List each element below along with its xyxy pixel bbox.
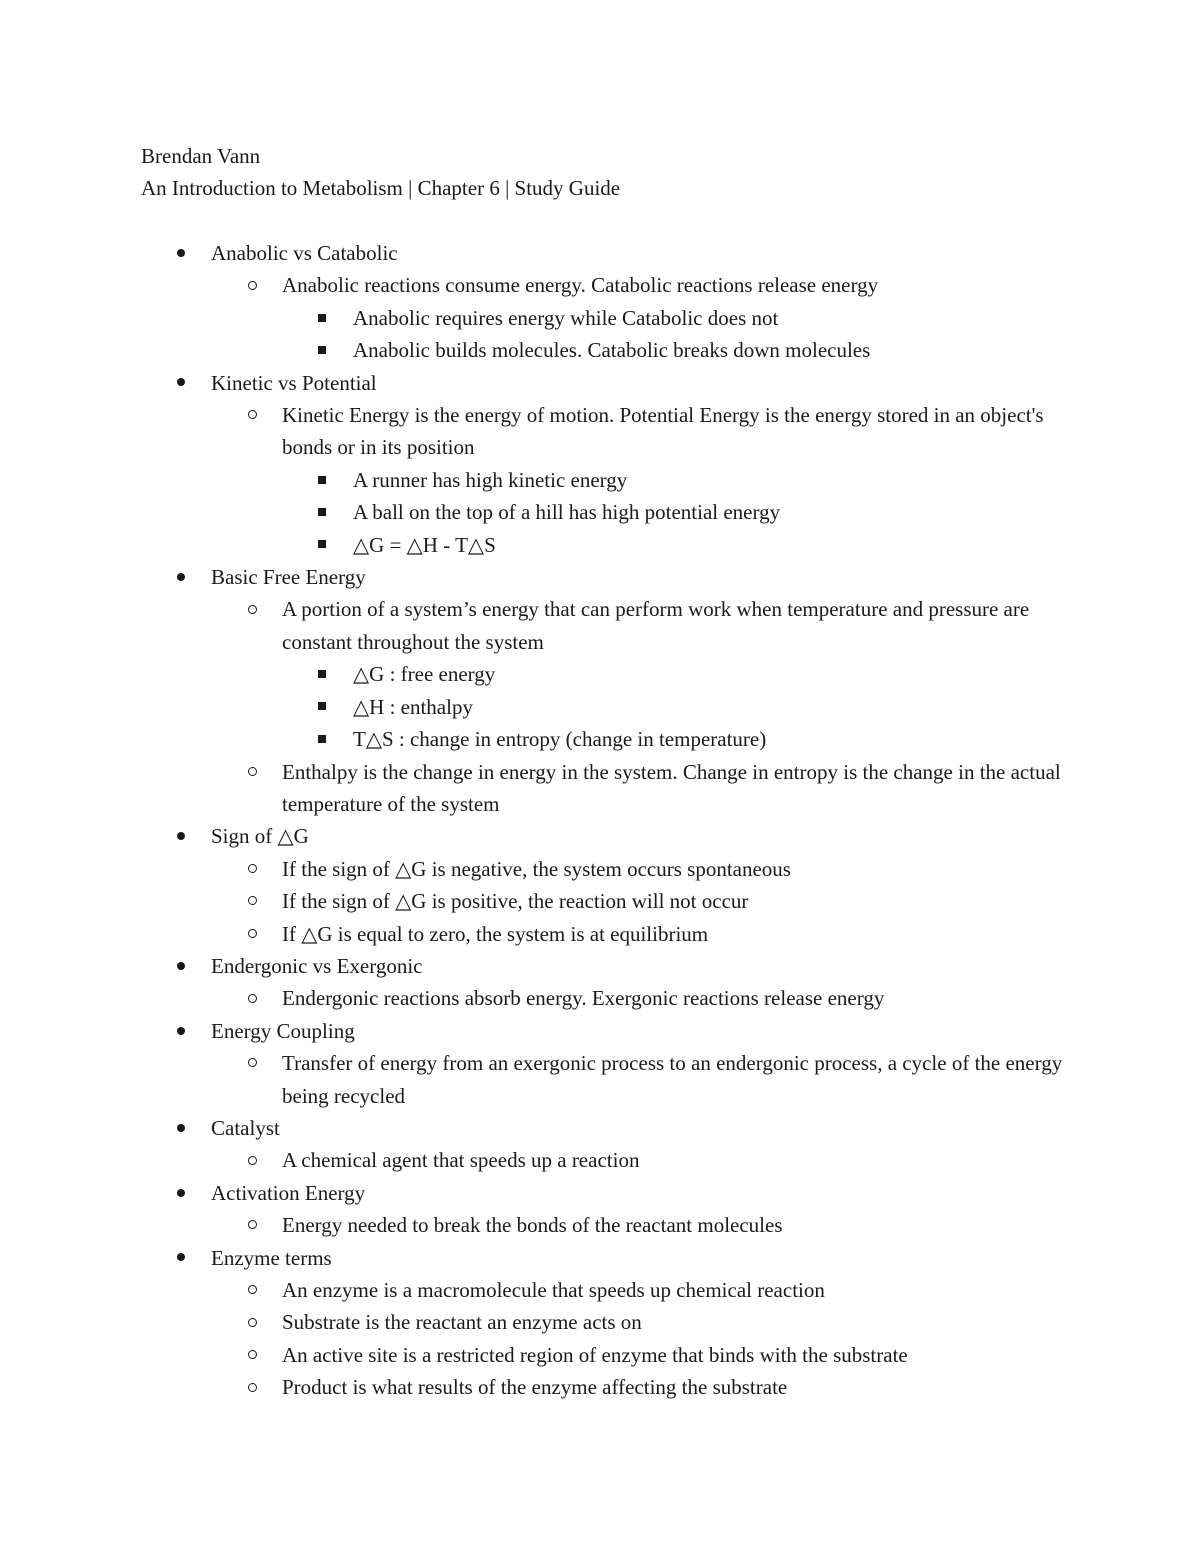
outline-text: An enzyme is a macromolecule that speeds up chemical reaction xyxy=(282,1278,825,1302)
outline-text: A runner has high kinetic energy xyxy=(353,467,628,492)
outline-text: Energy needed to break the bonds of the reactant molecules xyxy=(282,1213,783,1238)
outline-text: Kinetic vs Potential xyxy=(211,370,377,395)
outline-subpoint xyxy=(141,1274,1071,1306)
document-page xyxy=(141,140,1071,1404)
document-title: An Introduction to Metabolism | Chapter 6 | Study Guide xyxy=(141,176,621,200)
outline-subpoint xyxy=(141,885,1071,917)
bullet-square-icon xyxy=(318,670,326,678)
outline-text: A ball on the top of a hill has high potential energy xyxy=(353,500,781,525)
outline-text: △G : free energy xyxy=(353,662,496,687)
bullet-dot-icon xyxy=(177,1177,185,1209)
bullet-square-icon xyxy=(318,334,326,366)
outline-text: If the sign of △G is negative, the system occurs spontaneous xyxy=(282,856,791,881)
bullet-circle-icon xyxy=(248,1047,257,1079)
outline-text: Catalyst xyxy=(211,1115,280,1140)
outline-topic xyxy=(141,820,1071,852)
outline-text: Energy Coupling xyxy=(211,1018,355,1043)
bullet-dot-icon xyxy=(177,1189,185,1197)
outline-subpoint xyxy=(141,593,1071,658)
outline-topic xyxy=(141,561,1071,593)
outline-text: Anabolic reactions consume energy. Catabolic reactions release energy xyxy=(282,273,879,298)
outline-text: Basic Free Energy xyxy=(211,565,366,590)
bullet-circle-icon xyxy=(248,593,257,625)
bullet-square-icon xyxy=(318,658,326,690)
bullet-dot-icon xyxy=(177,249,185,257)
bullet-circle-icon xyxy=(248,929,257,938)
outline-subpoint xyxy=(141,1339,1071,1371)
outline-text: Anabolic builds molecules. Catabolic breaks down molecules xyxy=(353,338,871,363)
bullet-circle-icon xyxy=(248,864,257,873)
outline-subpoint xyxy=(141,756,1071,821)
outline-text: An active site is a restricted region of enzyme that binds with the substrate xyxy=(282,1342,908,1367)
bullet-circle-icon xyxy=(248,1306,257,1338)
outline-text: T△S : change in entropy (change in temperature) xyxy=(353,727,767,752)
outline-detail xyxy=(141,302,1071,334)
bullet-square-icon xyxy=(318,464,326,496)
outline-text: Anabolic requires energy while Catabolic does not xyxy=(353,305,779,330)
bullet-dot-icon xyxy=(177,1112,185,1144)
outline-text: Anabolic vs Catabolic xyxy=(211,241,398,265)
outline-text: Sign of △G xyxy=(211,824,309,849)
outline-text: Activation Energy xyxy=(211,1180,366,1205)
bullet-circle-icon xyxy=(248,756,257,788)
outline-subpoint xyxy=(141,1144,1071,1176)
bullet-dot-icon xyxy=(177,1253,185,1261)
bullet-circle-icon xyxy=(248,994,257,1003)
bullet-dot-icon xyxy=(177,1124,185,1132)
outline-text: Endergonic vs Exergonic xyxy=(211,953,423,978)
bullet-circle-icon xyxy=(248,1285,257,1294)
outline-topic xyxy=(141,237,1071,269)
bullet-circle-icon xyxy=(248,982,257,1014)
outline-text: △H : enthalpy xyxy=(353,694,473,719)
bullet-square-icon xyxy=(318,314,326,322)
outline-text: Enthalpy is the change in energy in the system. Change in entropy is the change in the actual temperature of the system xyxy=(282,759,1061,816)
bullet-circle-icon xyxy=(248,918,257,950)
outline-topic xyxy=(141,950,1071,982)
outline-detail xyxy=(141,334,1071,366)
bullet-dot-icon xyxy=(177,1242,185,1274)
bullet-dot-icon xyxy=(177,237,185,269)
bullet-dot-icon xyxy=(177,1015,185,1047)
outline-subpoint xyxy=(141,918,1071,950)
outline-detail xyxy=(141,464,1071,496)
bullet-circle-icon xyxy=(248,1350,257,1359)
outline-text: △G = △H - T△S xyxy=(353,532,496,557)
bullet-circle-icon xyxy=(248,885,257,917)
outline-text: A chemical agent that speeds up a reaction xyxy=(282,1148,640,1173)
bullet-circle-icon xyxy=(248,399,257,431)
bullet-square-icon xyxy=(318,540,326,548)
bullet-circle-icon xyxy=(248,1371,257,1403)
bullet-circle-icon xyxy=(248,1339,257,1371)
bullet-square-icon xyxy=(318,735,326,743)
bullet-circle-icon xyxy=(248,1156,257,1165)
bullet-square-icon xyxy=(318,702,326,710)
bullet-square-icon xyxy=(318,346,326,354)
bullet-square-icon xyxy=(318,723,326,755)
outline-topic xyxy=(141,367,1071,399)
bullet-circle-icon xyxy=(248,767,257,776)
bullet-square-icon xyxy=(318,529,326,561)
bullet-dot-icon xyxy=(177,820,185,852)
bullet-circle-icon xyxy=(248,410,257,419)
outline-detail xyxy=(141,723,1071,755)
bullet-dot-icon xyxy=(177,962,185,970)
bullet-dot-icon xyxy=(177,573,185,581)
study-guide-outline xyxy=(141,237,1071,1404)
outline-detail xyxy=(141,529,1071,561)
outline-detail xyxy=(141,496,1071,528)
outline-topic xyxy=(141,1242,1071,1274)
bullet-circle-icon xyxy=(248,853,257,885)
bullet-dot-icon xyxy=(177,378,185,386)
bullet-square-icon xyxy=(318,496,326,528)
outline-topic xyxy=(141,1015,1071,1047)
bullet-circle-icon xyxy=(248,1220,257,1229)
author-name: Brendan Vann xyxy=(141,144,261,168)
bullet-dot-icon xyxy=(177,832,185,840)
outline-subpoint xyxy=(141,1209,1071,1241)
spacer xyxy=(141,204,1071,237)
bullet-circle-icon xyxy=(248,1209,257,1241)
outline-subpoint xyxy=(141,269,1071,301)
bullet-circle-icon xyxy=(248,605,257,614)
bullet-square-icon xyxy=(318,691,326,723)
bullet-circle-icon xyxy=(248,281,257,290)
outline-subpoint xyxy=(141,1371,1071,1403)
outline-text: Product is what results of the enzyme affecting the substrate xyxy=(282,1375,788,1400)
outline-text: If △G is equal to zero, the system is at equilibrium xyxy=(282,921,709,946)
bullet-square-icon xyxy=(318,476,326,484)
outline-text: Transfer of energy from an exergonic process to an endergonic process, a cycle of the energy being recycled xyxy=(282,1051,1063,1108)
bullet-circle-icon xyxy=(248,1318,257,1327)
bullet-dot-icon xyxy=(177,561,185,593)
outline-topic xyxy=(141,1112,1071,1144)
outline-text: A portion of a system’s energy that can perform work when temperature and pressure are constant throughout the system xyxy=(282,597,1030,654)
outline-subpoint xyxy=(141,853,1071,885)
bullet-dot-icon xyxy=(177,1027,185,1035)
outline-text: If the sign of △G is positive, the reaction will not occur xyxy=(282,889,749,914)
outline-text: Substrate is the reactant an enzyme acts on xyxy=(282,1310,642,1335)
bullet-dot-icon xyxy=(177,367,185,399)
bullet-circle-icon xyxy=(248,1383,257,1392)
outline-topic xyxy=(141,1177,1071,1209)
outline-detail xyxy=(141,658,1071,690)
bullet-circle-icon xyxy=(248,1274,257,1306)
bullet-dot-icon xyxy=(177,950,185,982)
bullet-circle-icon xyxy=(248,1144,257,1176)
outline-subpoint xyxy=(141,1306,1071,1338)
outline-detail xyxy=(141,691,1071,723)
bullet-square-icon xyxy=(318,302,326,334)
outline-text: Enzyme terms xyxy=(211,1245,332,1270)
outline-subpoint xyxy=(141,1047,1071,1112)
bullet-circle-icon xyxy=(248,269,257,301)
outline-subpoint xyxy=(141,399,1071,464)
bullet-circle-icon xyxy=(248,896,257,905)
bullet-square-icon xyxy=(318,508,326,516)
outline-subpoint xyxy=(141,982,1071,1014)
outline-text: Kinetic Energy is the energy of motion. Potential Energy is the energy stored in an object's bonds or in its position xyxy=(282,403,1044,460)
bullet-circle-icon xyxy=(248,1058,257,1067)
outline-text: Endergonic reactions absorb energy. Exergonic reactions release energy xyxy=(282,986,885,1011)
